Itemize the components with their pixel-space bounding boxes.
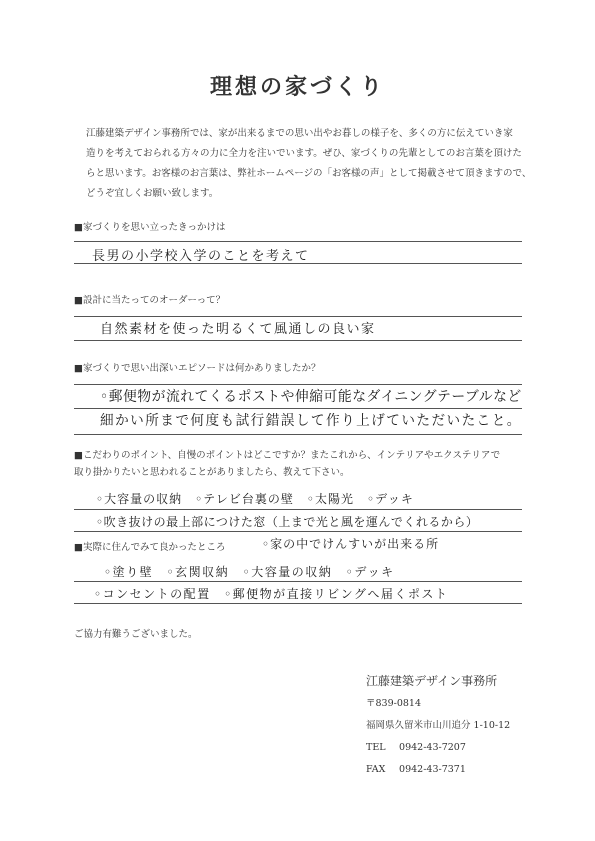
answer-highlights-line: ◦家の中でけんすいが出来る所 [262,537,440,551]
answer-episode-line: 細かい所まで何度も試行錯誤して作り上げていただいたこと。 [100,413,522,429]
answer-rule [74,340,522,341]
answer-rule [74,603,522,604]
page-title: 理想の家づくり [209,75,385,100]
company-tel [366,737,510,759]
fax-number: 0942-43-7371 [399,764,466,775]
tel-label: TEL [366,742,386,753]
fax-label: FAX [366,764,386,775]
answer-episode-line: ◦郵便物が流れてくるポストや伸縮可能なダイニングテーブルなど [100,389,522,405]
answer-order: 自然素材を使った明るくて風通しの良い家 [100,322,376,337]
question-highlights [74,447,500,481]
answer-good-points-line: ◦塗り壁 ◦玄関収納 ◦大容量の収納 ◦デッキ [104,565,395,579]
answer-good-points-line: ◦コンセントの配置 ◦郵便物が直接リビングへ届くポスト [94,587,449,601]
company-block [366,672,510,781]
answer-rule [74,509,522,510]
question-line: 取り掛かりたいと思われることがありましたら、教えて下さい。 [74,467,350,478]
company-postal: 〒839-0814 [366,698,422,709]
company-name: 江藤建築デザイン事務所 [366,674,498,688]
answer-rule [74,241,522,242]
intro-line: 江藤建築デザイン事務所では、家が出来るまでの思い出やお暮しの様子を、多くの方に伝えていき家 [86,128,513,139]
question-episode: ■家づくりで思い出深いエピソードは何かありましたか？ [74,363,321,374]
answer-rule [74,408,522,409]
answer-motivation: 長男の小学校入学のことを考えて [92,249,310,264]
question-good-points: ■実際に住んでみて良かったところ [74,542,226,553]
question-line: ■こだわりのポイント、自慢のポイントはどこですか？またこれから、インテリアやエクステリアで [74,450,501,461]
answer-rule [74,384,522,385]
answer-highlights-line: ◦大容量の収納 ◦テレビ台裏の壁 ◦太陽光 ◦デッキ [96,492,414,506]
intro-line: 造りを考えておられる方々の力に全力を注いでいます。ぜひ、家づくりの先輩としてのお言葉を頂けた [86,148,522,159]
company-address: 福岡県久留米市山川追分 1-10-12 [366,720,511,731]
question-order: ■設計に当たってのオーダーって？ [74,295,226,306]
answer-highlights-line: ◦吹き抜けの最上部につけた窓（上まで光と風を運んでくれるから） [96,515,479,529]
tel-number: 0942-43-7207 [399,742,466,753]
answer-rule [74,531,522,532]
answer-rule [74,434,522,435]
company-fax [366,759,510,781]
intro-line: らと思います。お客様のお言葉は、弊社ホームページの「お客様の声」として掲載させて頂きますので、 [86,168,532,179]
question-motivation: ■家づくりを思い立ったきっかけは [74,222,226,233]
thanks-message: ご協力有難うございました。 [74,629,198,640]
intro-line: どうぞ宜しくお願い致します。 [86,188,219,199]
answer-rule [74,581,522,582]
intro-paragraph [86,124,532,204]
answer-rule [74,316,522,317]
